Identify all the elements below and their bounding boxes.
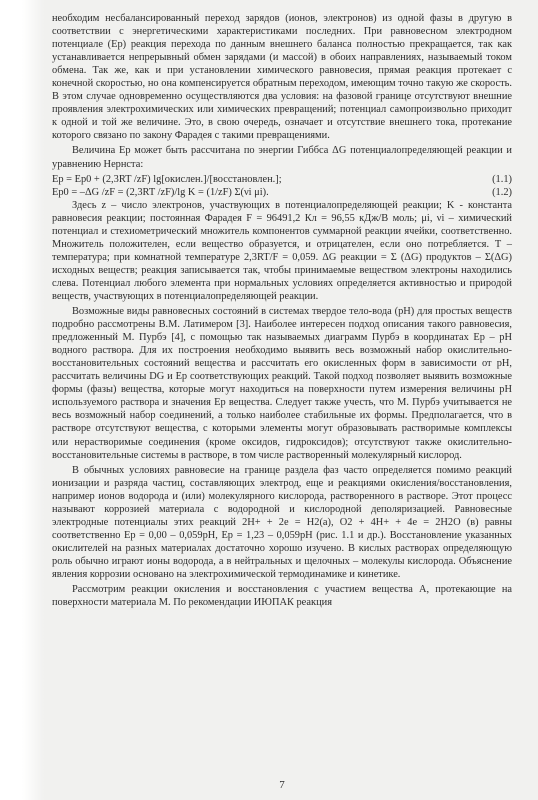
equation-1-2-text: Ep0 = –ΔG /zF = (2,3RT /zF)/lg K = (1/zF) Σ(νi μi). — [52, 186, 269, 198]
equation-1-2 — [52, 186, 512, 199]
paragraph-p6: Рассмотрим реакции окисления и восстановления с участием вещества А, протекающие на поверхности материала М. По рекомендации ИЮПАК реакция — [52, 584, 512, 609]
equation-1-2-number: (1.2) — [492, 186, 512, 198]
paragraph-p4: Возможные виды равновесных состояний в системах твердое тело-вода (pH) для простых веществ подробно рассмотрены В.М. Латимером [3]. Наиболее интересен подход описания такого равновесия, предложенный М. Пурбэ [4], с помощью так называемых диаграмм Пурбэ в координатах Ep – pH водного раствора. Для их построения необходимо выявить весь возможный набор окислительно-восстановительных состояний вещества и рассчитать его окисленных форм в зависимости от pH, рассчитать величины DG и Ep соответствующих реакций. Такой подход позволяет выявить возможные формы (фазы) вещества, которые могут находиться на поверхности путем измерения величины pH используемого раствора и значения Ep вещества. Следует также учесть, что М. Пурбэ учитывается не весь возможный набор соединений, а только наиболее стабильные их формы. Предполагается, что в растворе отсутствуют вещества, с которыми элементы могут образовывать растворимые комплексы или нерастворимые соединения (кроме оксидов, гидроксидов); отсутствуют также окислительно-восстановительные системы в растворе, в том числе растворенный молекулярный кислород. — [52, 306, 512, 461]
paragraph-p1: необходим несбалансированный переход зарядов (ионов, электронов) из одной фазы в другую в соответствии с энергетическими характеристиками последних. При равновесном электродном потенциале (Ep) реакция перехода по данным внешнего баланса полностью прекращается, так как устанавливается непрерывный обмен зарядами (и массой) в обоих направлениях, называемый током обмена. Так же, как и при установлении химического равновесия, прямая реакция протекает с конечной скоростью, но она компенсируется обратным переходом, имеющим точно такую же скорость. В этом случае одновременно осуществляются два условия: на фазовой границе отсутствуют внешние проявления электрохимических или химических превращений; потенциал самопроизвольно приходит к одной и той же величине. Это, в свою очередь, означает и отсутствие внешнего тока, протекание которого связано по закону Фарадея с такими превращениями. — [52, 13, 512, 142]
paragraph-p3: Здесь z – число электронов, участвующих в потенциалопределяющей реакции; K - константа равновесия реакции; постоянная Фарадея F = 96491,2 Кл = 96,55 кДж/В моль; μi, νi – химический потенциал и стехиометрический множитель компонентов суммарной реакции ячейки, соответственно. Множитель положителен, если вещество образуется, и отрицателен, если оно потребляется. T – температура; при комнатной температуре 2,3RT/F = 0,059. ΔG реакции = Σ (ΔG) продуктов – Σ(ΔG) исходных веществ; реакция записывается так, чтобы принимаемые веществом электроны находились слева. Потенциал любого элемента при нормальных условиях определяется активностью и природой веществ, участвующих в потенциалопределяющей реакции. — [52, 199, 512, 302]
equation-1-1-number: (1.1) — [492, 173, 512, 185]
paragraph-p5: В обычных условиях равновесие на границе раздела фаз часто определяется помимо реакций ионизации и разряда частиц, составляющих электрод, еще и реакциями окисления/восстановления, например ионов водорода и (или) молекулярного кислорода, растворенного в растворе. Этот процесс называют коррозией материала с водородной и кислородной деполяризацией. Равновесные электродные потенциалы этих реакций 2H+ + 2e = H2(a), O2 + 4H+ + 4e = 2H2O (в) равны соответственно Ep = 0,00 – 0,059pH, Ep = 1,23 – 0,059pH (рис. 1.1 и др.). Восстановление указанных окислителей на разных материалах достаточно хорошо изучено. В кислых растворах определяющую роль обычно играют ионы водорода, а в нейтральных и щелочных – молекулы кислорода. Объяснение явления коррозии основано на электрохимической термодинамике и кинетике. — [52, 464, 512, 580]
equation-1-1-text: Ep = Ep0 + (2,3RT /zF) lg[окислен.]/[восстановлен.]; — [52, 173, 282, 185]
paragraph-p2: Величина Ep может быть рассчитана по энергии Гиббса ΔG потенциалопределяющей реакции и уравнению Нернста: — [52, 145, 512, 170]
page-number: 7 — [279, 779, 285, 791]
equation-1-1 — [52, 173, 512, 186]
